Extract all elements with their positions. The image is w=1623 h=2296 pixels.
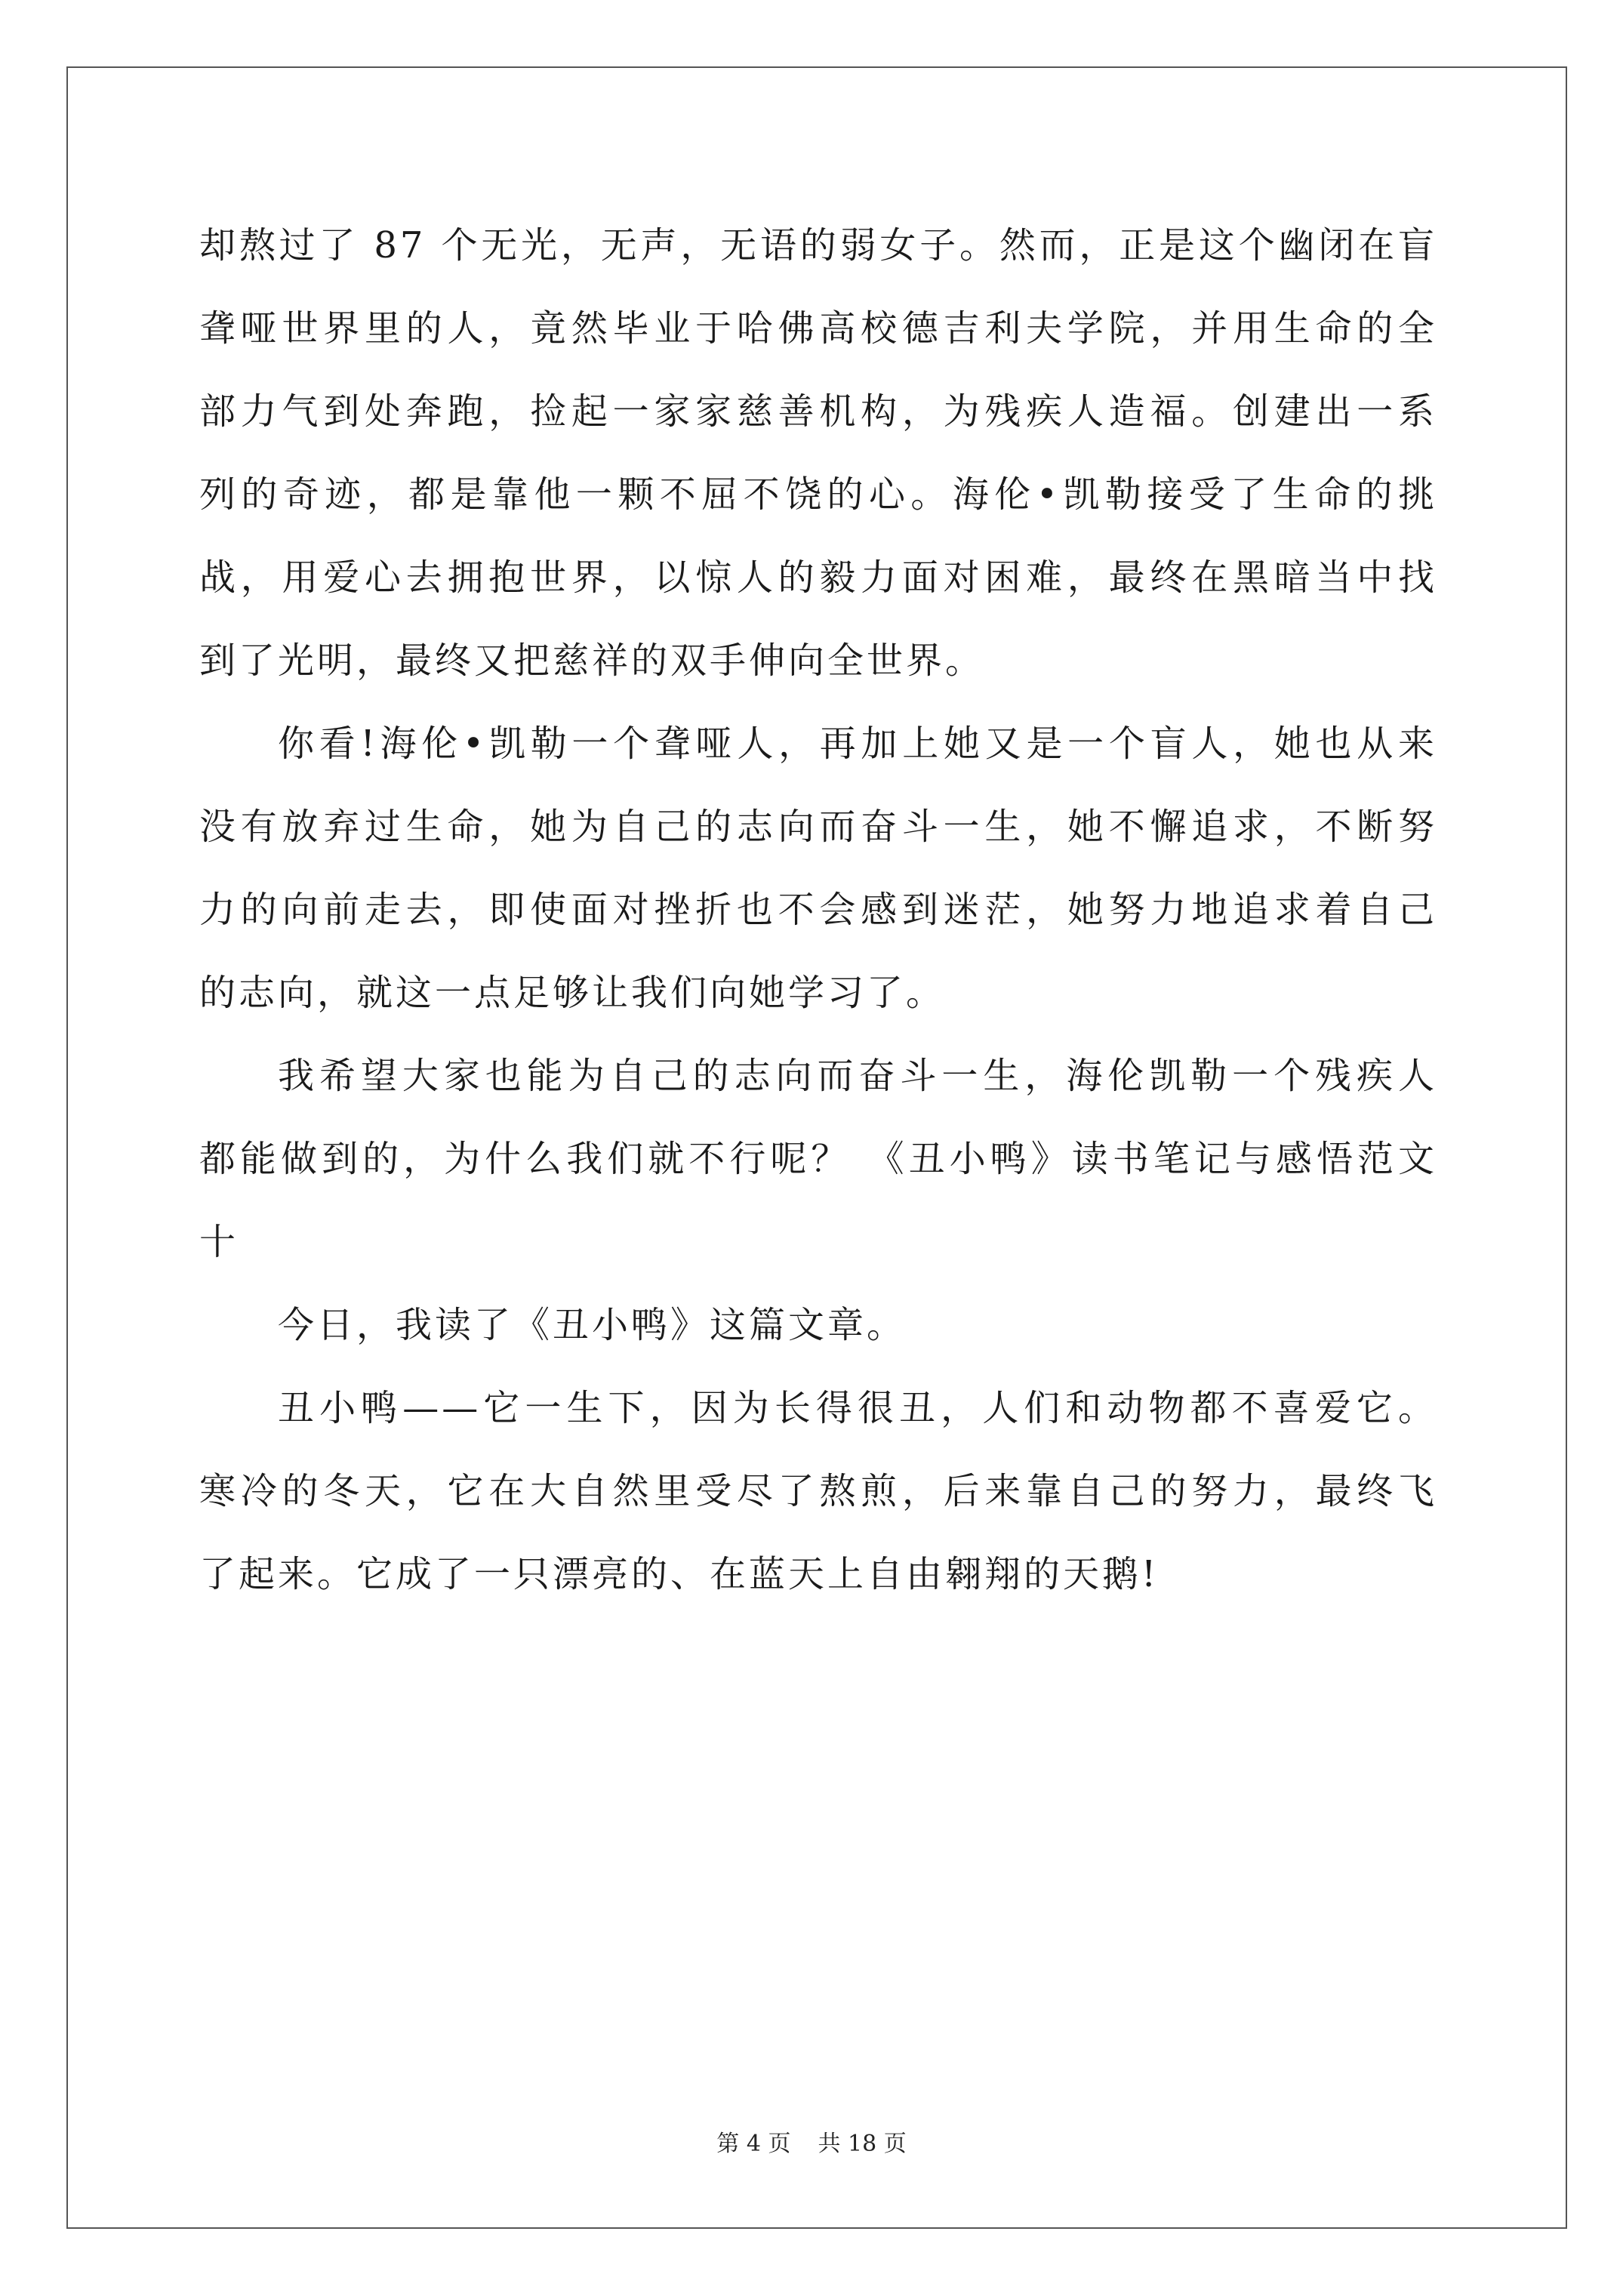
- text-line: 部力气到处奔跑，捡起一家家慈善机构，为残疾人造福。创建出一系: [199, 390, 1437, 433]
- page-number: 第 4 页: [716, 2131, 791, 2157]
- page-footer: [0, 2129, 1623, 2159]
- text-line: 了起来。它成了一只漂亮的、在蓝天上自由翱翔的天鹅!: [199, 1553, 1160, 1595]
- text-line: 到了光明，最终又把慈祥的双手伸向全世界。: [199, 639, 985, 682]
- text-line: 十: [199, 1221, 239, 1263]
- document-body: [199, 204, 1437, 1616]
- text-line: 聋哑世界里的人，竟然毕业于哈佛高校德吉利夫学院，并用生命的全: [199, 307, 1437, 350]
- text-line: 的志向，就这一点足够让我们向她学习了。: [199, 972, 946, 1014]
- text-line: 列的奇迹，都是靠他一颗不屈不饶的心。海伦•凯勒接受了生命的挑: [199, 473, 1437, 516]
- paragraph-first-line: 你看!海伦•凯勒一个聋哑人，再加上她又是一个盲人，她也从来: [278, 723, 1437, 765]
- text-line: 力的向前走去，即使面对挫折也不会感到迷茫，她努力地追求着自己: [199, 889, 1437, 931]
- text-line: 没有放弃过生命，她为自己的志向而奋斗一生，她不懈追求，不断努: [199, 806, 1437, 848]
- text-line: 却熬过了 87 个无光，无声，无语的弱女子。然而，正是这个幽闭在盲: [199, 224, 1437, 267]
- text-line: 战，用爱心去拥抱世界，以惊人的毅力面对困难，最终在黑暗当中找: [199, 556, 1437, 599]
- paragraph-first-line: 丑小鸭——它一生下，因为长得很丑，人们和动物都不喜爱它。: [278, 1387, 1437, 1429]
- text-line: 都能做到的，为什么我们就不行呢？ 《丑小鸭》读书笔记与感悟范文: [199, 1138, 1437, 1180]
- paragraph-first-line: 今日，我读了《丑小鸭》这篇文章。: [278, 1304, 907, 1346]
- paragraph-first-line: 我希望大家也能为自己的志向而奋斗一生，海伦凯勒一个残疾人: [278, 1055, 1437, 1097]
- text-line: 寒冷的冬天，它在大自然里受尽了熬煎，后来靠自己的努力，最终飞: [199, 1470, 1437, 1512]
- page-total: 共 18 页: [818, 2131, 907, 2157]
